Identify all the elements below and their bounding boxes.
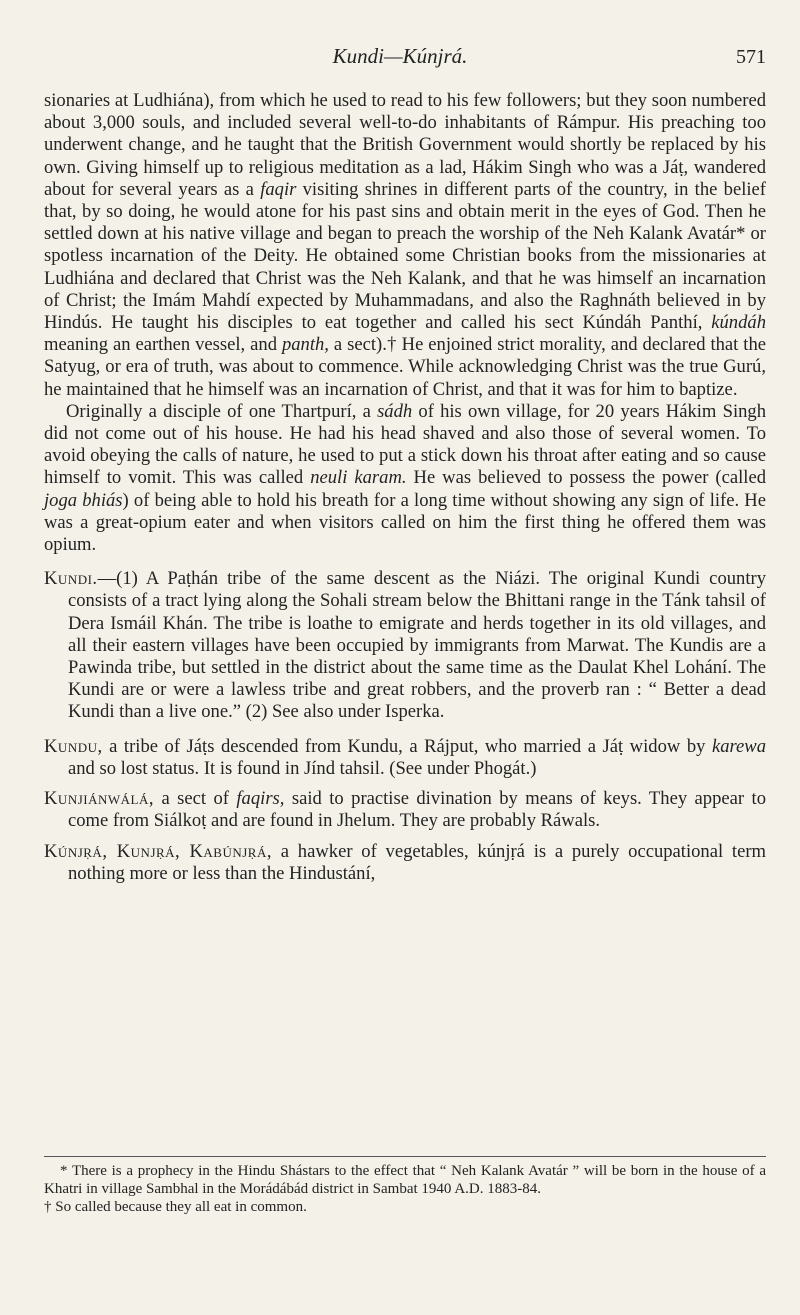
text-span: and so lost status. It is found in Jínd tahsil. (See under Phogát.) <box>68 757 537 779</box>
text-span: visiting shrines in different parts of the country, in the belief that, by so doing, he would atone for his past sins and obtain merit in the eyes of God. Then he settled down at his native village and began to preach the worship of the Neh Kalank Avatár* or spotless incarnation of the Deity. He obtained some Christian books from the missionaries at Ludhiána and declared that Christ was the Neh Kalank, and that he was himself an incarnation of Christ; the Imám Mahdí expected by Muhammadans, and also the Raghnáth believed in by Hindús. He taught his disciples to eat together and called his sect Kúndáh Panthí, <box>44 178 766 334</box>
entry-kundi <box>44 568 766 723</box>
text-span: a hawker of vegetables, kúnjṛá is a purely occupational term nothing more or less than the Hindustání, <box>68 840 766 884</box>
headword: Kundi. <box>44 568 98 590</box>
paragraph-continuation <box>44 90 766 401</box>
text-span: ) of being able to hold his breath for a long time without showing any sign of life. He was a great-opium eater and when visitors called on him the first thing he offered them was opium. <box>44 489 766 556</box>
text-span: a sect of <box>154 788 237 810</box>
text-span: —(1) A Paṭhán tribe of the same descent as the Niázi. The original Kundi country consists of a tract lying along the Sohali stream below the Bhittani range in the Tánk tahsil of Dera Ismáil Khán. The tribe is loathe to emigrate and herds together in its old villages, and all their eastern villages have been occupied by immigrants from Marwat. The Kundis are a Pawinda tribe, but settled in the district about the same time as the Daulat Khel Lohání. The Kundi are or were a lawless tribe and great robbers, and the proverb ran : “ Better a dead Kundi than a live one.” (2) See also under Isperka. <box>68 568 766 723</box>
footnote-common-meal: † So called because they all eat in common. <box>44 1199 307 1215</box>
headword: Kundu, <box>44 735 103 757</box>
entry-kundu <box>44 736 766 780</box>
paragraph-hakim-singh <box>44 401 766 556</box>
italic-term: panth, <box>281 334 329 356</box>
italic-term: faqirs, <box>236 788 285 810</box>
text-span: of his own village, for 20 years Hákim Singh did not come out of his house. He had his head shaved and also those of several women. To avoid obeying the calls of nature, he used to put a stick down his throat after eating and so cause himself to vomit. This was called <box>44 400 766 489</box>
text-span: sionaries at Ludhiána), from which he used to read to his few followers; but they soon numbered about 3,000 souls, and included several well-to-do inhabitants of Rámpur. His preaching too underwent change, and he taught that the British Government would shortly be replaced by his own. Giving himself up to religious meditation as a lad, Hákim Singh who was a Jáṭ, wandered about for several years as a <box>44 90 766 200</box>
italic-term: kúndáh <box>711 312 766 334</box>
page-header <box>0 38 800 78</box>
entry-kunjianwala <box>44 788 766 832</box>
text-span: meaning an earthen vessel, and <box>44 334 282 356</box>
page-number: 571 <box>736 46 766 68</box>
footnote-divider <box>44 1156 766 1157</box>
footnote-prophecy: * There is a prophecy in the Hindu Shástars to the effect that “ Neh Kalank Avatár ” will be born in the house of a Khatri in village Sambhal in the Morádábád district in Sambat 1940 A.D. 1883-84. <box>44 1163 766 1197</box>
text-span: said to practise divination by means of keys. They appear to come from Siálkoṭ and are found in Jhelum. They are probably Ráwals. <box>68 788 766 832</box>
italic-term: joga bhiás <box>44 489 123 511</box>
headword: Kúnjṛá, Kunjṛá, Kabúnjṛá, <box>44 840 273 862</box>
italic-term: faqir <box>260 178 297 200</box>
body-text <box>44 90 766 893</box>
italic-term: sádh <box>377 400 413 422</box>
italic-term: karewa <box>711 735 766 757</box>
headword: Kunjiánwálá, <box>44 788 155 810</box>
text-span: a sect).† He enjoined strict morality, and declared that the Satyug, or era of truth, was about to commence. While acknowledging Christ was the true Gurú, he maintained that he himself was an incarnation of Christ, and that it was for him to baptize. <box>44 334 766 400</box>
italic-term: neuli karam. <box>310 467 407 489</box>
text-span: He was believed to possess the power (called <box>406 467 766 489</box>
text-span: Originally a disciple of one Thartpurí, a <box>66 400 378 422</box>
entry-kunjra <box>44 841 766 885</box>
footnotes <box>44 1162 766 1216</box>
text-span: a tribe of Jáṭs descended from Kundu, a Rájput, who married a Jáṭ widow by <box>102 735 712 757</box>
running-title: Kundi—Kúnjrá. <box>332 44 468 68</box>
